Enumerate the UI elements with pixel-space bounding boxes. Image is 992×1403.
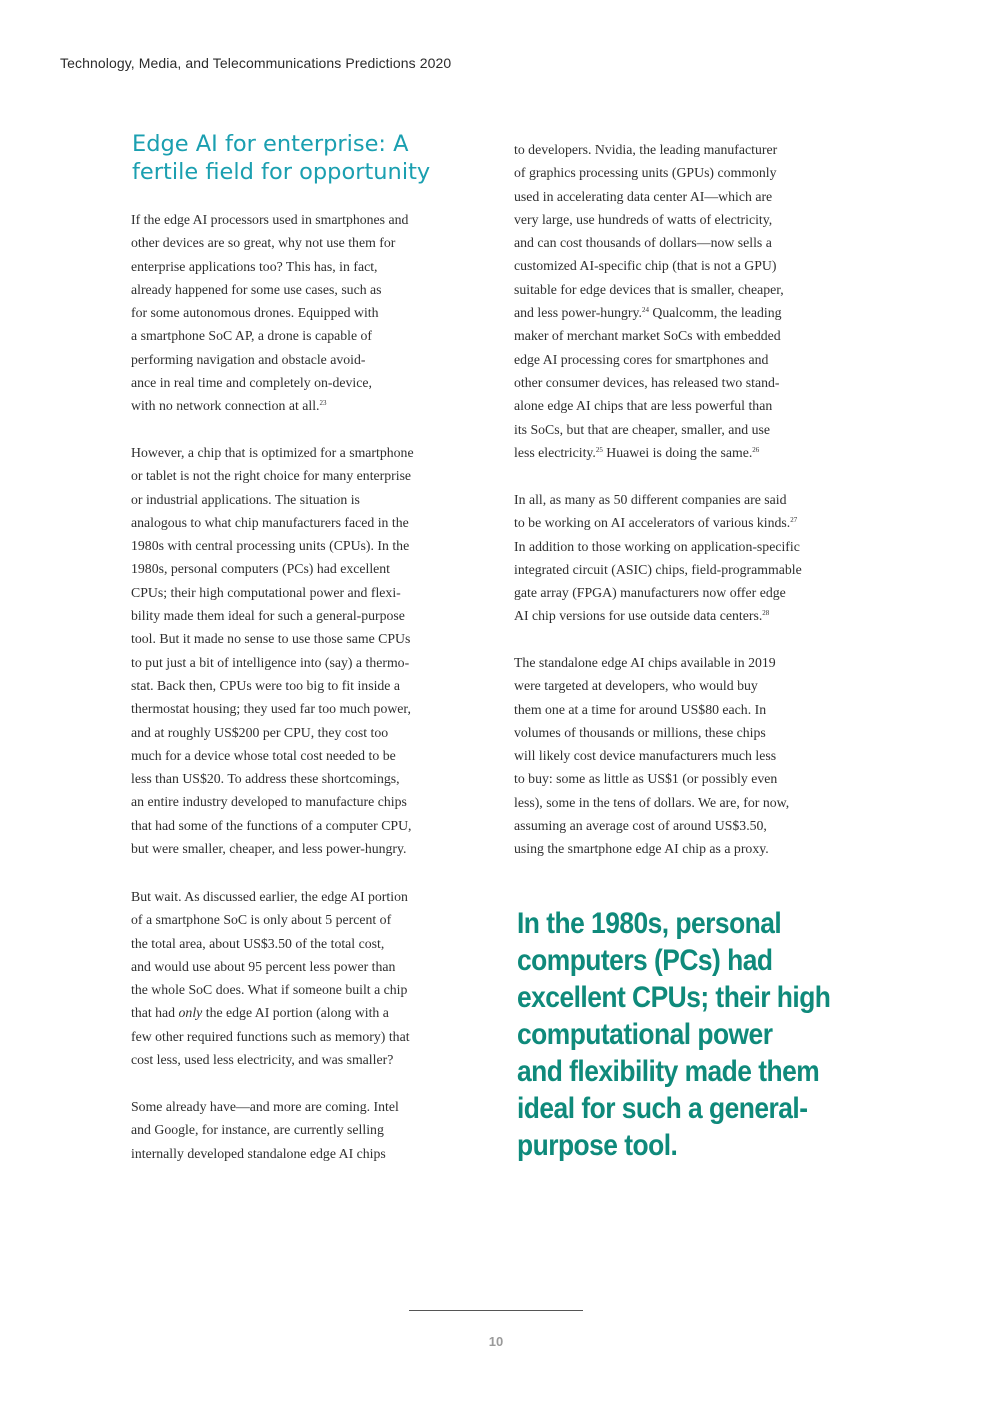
text-line: its SoCs, but that are cheaper, smaller, and use	[514, 421, 770, 437]
text-line: In addition to those working on application-specific	[514, 538, 800, 554]
pull-quote-line: In the 1980s, personal	[517, 907, 782, 940]
text-line: internally developed standalone edge AI chips	[131, 1145, 386, 1161]
text-line: used in accelerating data center AI—which are	[514, 188, 773, 204]
footnote-ref: 25	[595, 445, 603, 454]
text-line: will likely cost device manufacturers much less	[514, 748, 777, 764]
footnote-ref: 26	[752, 445, 760, 454]
text-line: gate array (FPGA) manufacturers now offer edge	[514, 585, 786, 601]
page-number: 10	[488, 1334, 504, 1349]
right-paragraph-1	[514, 138, 784, 464]
text-line: customized AI-specific chip (that is not a GPU)	[514, 258, 777, 274]
footer-divider	[409, 1310, 583, 1311]
left-paragraph-1	[131, 208, 408, 418]
text-line: for some autonomous drones. Equipped with	[131, 305, 379, 321]
text-line: In all, as many as 50 different companies are said	[514, 492, 787, 507]
heading-line: fertile field for opportunity	[132, 159, 431, 185]
text-line: enterprise applications too? This has, in fact,	[131, 258, 378, 274]
pull-quote	[517, 905, 830, 1164]
footnote-ref: 23	[319, 399, 327, 408]
text-line: an entire industry developed to manufacture chips	[131, 794, 407, 810]
text-fragment: and less power-hungry.	[514, 305, 642, 321]
left-paragraph-4	[131, 1095, 399, 1165]
text-line: other devices are so great, why not use them for	[131, 235, 396, 251]
text-line: alone edge AI chips that are less powerful than	[514, 398, 773, 414]
text-line: much for a device whose total cost needed to be	[131, 747, 396, 763]
text-line: less), some in the tens of dollars. We are, for now,	[514, 794, 790, 810]
text-line: volumes of thousands or millions, these chips	[514, 724, 766, 740]
heading-line: Edge AI for enterprise: A	[132, 131, 409, 157]
text-line	[514, 301, 784, 324]
text-line: few other required functions such as memory) that	[131, 1028, 410, 1044]
text-line: other consumer devices, has released two stand-	[514, 374, 780, 390]
text-fragment: AI chip versions for use outside data centers.	[514, 608, 763, 624]
footnote-ref: 24	[641, 306, 649, 315]
text-line: If the edge AI processors used in smartphones and	[131, 212, 409, 227]
text-line: But wait. As discussed earlier, the edge AI portion	[131, 889, 408, 904]
footnote-ref: 27	[790, 516, 798, 525]
text-line: to developers. Nvidia, the leading manufacturer	[514, 142, 778, 157]
left-paragraph-3	[131, 885, 410, 1071]
text-line: of a smartphone SoC is only about 5 percent of	[131, 912, 392, 928]
text-line: already happened for some use cases, such as	[131, 281, 382, 297]
text-fragment: that had	[131, 1005, 179, 1021]
text-line: The standalone edge AI chips available in 2019	[514, 655, 776, 670]
text-line: 1980s with central processing units (CPUs). In the	[131, 538, 410, 554]
text-fragment: Qualcomm, the leading	[648, 305, 782, 321]
right-paragraph-3	[514, 651, 789, 861]
pull-quote-line: computers (PCs) had	[517, 944, 773, 977]
text-line	[514, 441, 784, 464]
pull-quote-line: purpose tool.	[517, 1129, 678, 1162]
text-fragment: to be working on AI accelerators of various kinds.	[514, 515, 791, 531]
right-paragraph-2	[514, 488, 802, 628]
text-line: ance in real time and completely on-device,	[131, 375, 372, 391]
text-line	[514, 604, 802, 627]
left-paragraph-2	[131, 441, 414, 860]
text-line: that had some of the functions of a computer CPU,	[131, 817, 412, 833]
text-line: the total area, about US$3.50 of the total cost,	[131, 935, 385, 951]
pull-quote-line: excellent CPUs; their high	[517, 981, 831, 1014]
text-line: and would use about 95 percent less power than	[131, 958, 396, 974]
text-line: 1980s, personal computers (PCs) had excellent	[131, 561, 391, 577]
text-line: analogous to what chip manufacturers faced in the	[131, 514, 409, 530]
text-line: a smartphone SoC AP, a drone is capable of	[131, 328, 373, 344]
text-line: stat. Back then, CPUs were too big to fit inside a	[131, 677, 400, 693]
text-line: edge AI processing cores for smartphones and	[514, 351, 769, 367]
text-line: and at roughly US$200 per CPU, they cost too	[131, 724, 389, 740]
text-fragment: with no network connection at all.	[131, 398, 320, 414]
text-line: less than US$20. To address these shortcomings,	[131, 771, 400, 787]
section-heading	[132, 130, 482, 186]
text-line: or industrial applications. The situation is	[131, 491, 360, 507]
text-line: suitable for edge devices that is smaller, cheaper,	[514, 281, 784, 297]
text-fragment: Huawei is doing the same.	[602, 444, 753, 460]
text-line: and can cost thousands of dollars—now sells a	[514, 235, 772, 251]
text-line: to buy: some as little as US$1 (or possibly even	[514, 771, 778, 787]
text-line: thermostat housing; they used far too much power,	[131, 701, 411, 717]
text-line: very large, use hundreds of watts of electricity,	[514, 211, 773, 227]
text-line: using the smartphone edge AI chip as a proxy.	[514, 841, 769, 857]
emphasis-only: only	[178, 1005, 203, 1021]
text-fragment: less electricity.	[514, 444, 596, 460]
text-line: of graphics processing units (GPUs) commonly	[514, 165, 777, 181]
pull-quote-line: computational power	[517, 1018, 773, 1051]
text-line: were targeted at developers, who would buy	[514, 678, 758, 694]
text-line: performing navigation and obstacle avoid-	[131, 351, 366, 367]
text-line: them one at a time for around US$80 each. In	[514, 701, 767, 717]
text-line: maker of merchant market SoCs with embedded	[514, 328, 781, 344]
text-line	[131, 394, 408, 417]
text-line: cost less, used less electricity, and was smaller?	[131, 1052, 394, 1068]
text-line: CPUs; their high computational power and flexi-	[131, 584, 401, 600]
text-line: and Google, for instance, are currently selling	[131, 1122, 384, 1138]
text-line	[131, 1001, 410, 1024]
text-line: the whole SoC does. What if someone built a chip	[131, 982, 408, 998]
pull-quote-line: ideal for such a general-	[517, 1092, 808, 1125]
text-fragment: the edge AI portion (along with a	[202, 1005, 389, 1021]
running-header: Technology, Media, and Telecommunications Predictions 2020	[60, 55, 452, 71]
footnote-ref: 28	[762, 609, 770, 618]
text-line: Some already have—and more are coming. Intel	[131, 1099, 399, 1114]
text-line: or tablet is not the right choice for many enterprise	[131, 468, 412, 484]
text-line: but were smaller, cheaper, and less power-hungry.	[131, 841, 407, 857]
text-line: tool. But it made no sense to use those same CPUs	[131, 631, 411, 647]
text-line: However, a chip that is optimized for a smartphone	[131, 445, 414, 460]
text-line	[514, 511, 802, 534]
pull-quote-line: and flexibility made them	[517, 1055, 820, 1088]
text-line: assuming an average cost of around US$3.50,	[514, 818, 767, 834]
text-line: bility made them ideal for such a general-purpose	[131, 608, 405, 624]
text-line: integrated circuit (ASIC) chips, field-programmable	[514, 561, 802, 577]
text-line: to put just a bit of intelligence into (say) a thermo-	[131, 654, 410, 670]
